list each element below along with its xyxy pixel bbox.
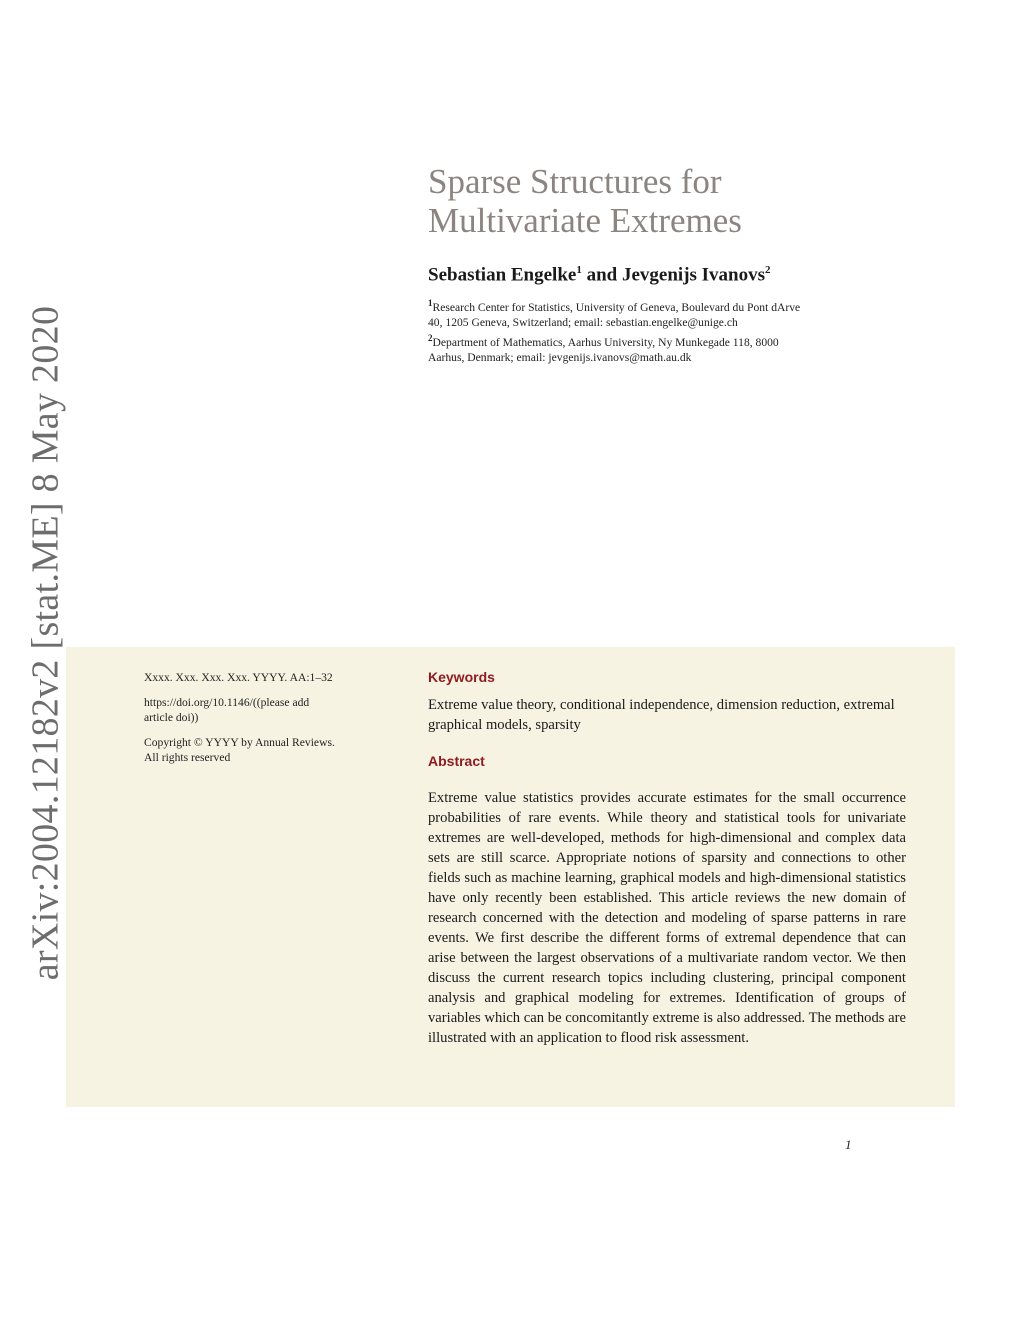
affiliation-2 <box>428 331 918 366</box>
affiliation-1-line2: 40, 1205 Geneva, Switzerland; email: sebastian.engelke@unige.ch <box>428 316 738 330</box>
journal-citation: Xxxx. Xxx. Xxx. Xxx. YYYY. AA:1–32 <box>144 671 333 684</box>
arxiv-stamp-text: arXiv:2004.12182v2 [stat.ME] 8 May 2020 <box>24 305 67 980</box>
affiliation-1 <box>428 296 918 331</box>
title-line-2: Multivariate Extremes <box>428 201 742 240</box>
doi-line-2: article doi)) <box>144 711 199 724</box>
affiliation-2-sup: 2 <box>428 332 433 343</box>
author-joiner: and <box>581 264 622 286</box>
page-number: 1 <box>845 1137 852 1152</box>
keywords-heading: Keywords <box>428 669 495 685</box>
copyright-line-2: All rights reserved <box>144 751 231 764</box>
affiliation-1-line1: Research Center for Statistics, University of Geneva, Boulevard du Pont dArve <box>432 300 801 314</box>
paper-title <box>428 162 988 240</box>
copyright-line-1: Copyright © YYYY by Annual Reviews. <box>144 735 335 749</box>
abstract-heading: Abstract <box>428 753 485 769</box>
affiliation-2-line1: Department of Mathematics, Aarhus University, Ny Munkegade 118, 8000 <box>432 335 779 349</box>
copyright-notice <box>144 735 394 766</box>
abstract-text: Extreme value statistics provides accurate estimates for the small occurrence probabilities of rare events. While theory and statistical tools for univariate extremes are well-developed, methods for high-dimensional and complex data sets are still scarce. Appropriate notions of sparsity and connections to other fields such as machine learning, graphical models and high-dimensional statistics have only recently been established. This article reviews the new domain of research concerned with the detection and modeling of sparse patterns in rare events. We first describe the different forms of extremal dependence that can arise between the largest observations of a multivariate random vector. We then discuss the current research topics including clustering, principal component analysis and graphical modeling for extremes. Identification of groups of variables which can be concomitantly extreme is also addressed. The methods are illustrated with an application to flood risk assessment. <box>428 790 906 1046</box>
affiliation-2-line2: Aarhus, Denmark; email: jevgenijs.ivanovs@math.au.dk <box>428 351 692 365</box>
affiliation-1-sup: 1 <box>428 298 433 308</box>
publication-meta <box>144 670 394 775</box>
doi-line-1: https://doi.org/10.1146/((please add <box>144 695 310 709</box>
author-2-sup: 2 <box>765 264 771 276</box>
doi-link[interactable] <box>144 695 394 726</box>
arxiv-stamp <box>20 305 70 980</box>
title-line-1: Sparse Structures for <box>428 162 722 201</box>
keywords-text: Extreme value theory, conditional independence, dimension reduction, extremal graphical models, sparsity <box>428 697 895 733</box>
affiliations <box>428 296 918 366</box>
author-1-sup: 1 <box>576 264 582 276</box>
author-1: Sebastian Engelke <box>428 264 577 286</box>
author-list <box>428 264 771 286</box>
author-2: Jevgenijs Ivanovs <box>621 264 766 286</box>
